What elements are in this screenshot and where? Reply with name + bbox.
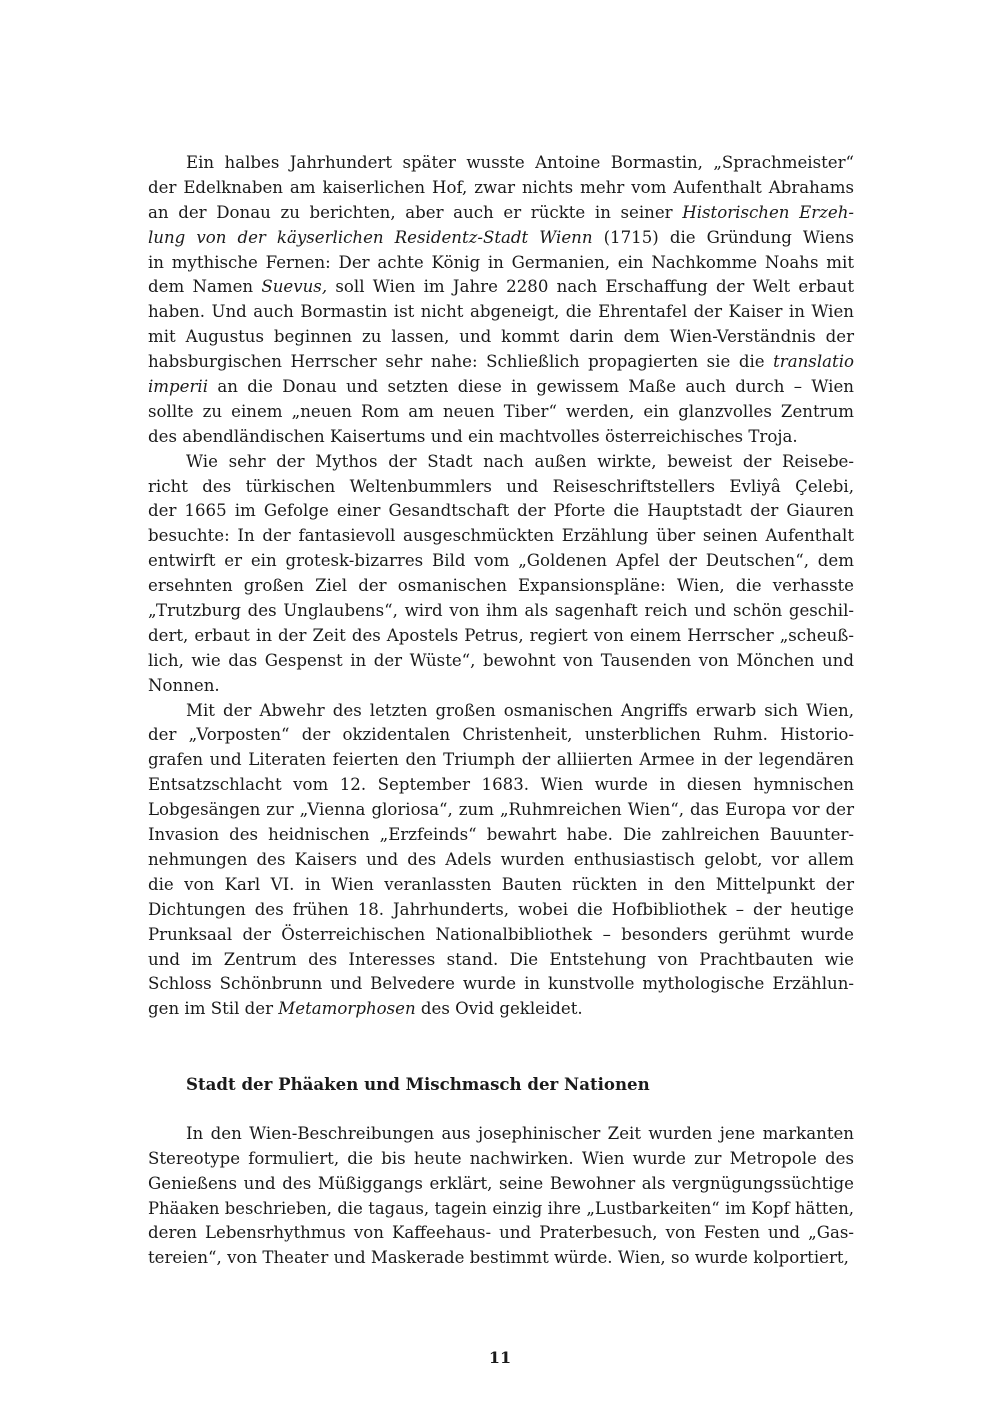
italic-title: translatio xyxy=(773,352,854,372)
text-line xyxy=(148,151,854,176)
paragraph xyxy=(148,450,854,699)
text-line xyxy=(148,425,854,450)
text-line xyxy=(148,176,854,201)
text-run: Schloss Schönbrunn und Belvedere wurde in kunstvolle mythologische Erzählun- xyxy=(148,974,854,994)
text-run: sollte zu einem „neuen Rom am neuen Tiber“ werden, ein glanzvolles Zentrum xyxy=(148,401,854,421)
body-paragraphs xyxy=(148,151,854,1022)
text-run: Entsatzschlacht vom 12. September 1683. Wien wurde in diesen hymnischen xyxy=(148,775,854,795)
text-line xyxy=(148,624,854,649)
text-line xyxy=(148,300,854,325)
text-line xyxy=(148,674,854,699)
paragraph xyxy=(148,699,854,1023)
text-run: (1715) die Gründung Wiens xyxy=(592,227,854,247)
text-run: Prunksaal der Österreichischen Nationalbibliothek – besonders gerühmt wurde xyxy=(148,924,854,944)
text-line xyxy=(148,226,854,251)
text-line xyxy=(148,549,854,574)
text-run: „Trutzburg des Unglaubens“, wird von ihm als sagenhaft reich und schön geschil- xyxy=(148,601,854,621)
text-line xyxy=(148,649,854,674)
text-line xyxy=(148,251,854,276)
text-line xyxy=(148,1172,854,1197)
text-run: soll Wien im Jahre 2280 nach Erschaffung der Welt erbaut xyxy=(327,277,854,297)
text-line xyxy=(148,1122,854,1147)
paragraph xyxy=(148,1122,854,1271)
page-number: 11 xyxy=(488,1348,512,1367)
text-line xyxy=(148,773,854,798)
text-line xyxy=(148,325,854,350)
text-line xyxy=(148,898,854,923)
text-run: ersehnten großen Ziel der osmanischen Expansionspläne: Wien, die verhasste xyxy=(148,576,854,596)
text-run: haben. Und auch Bormastin ist nicht abgeneigt, die Ehrentafel der Kaiser in Wien xyxy=(148,302,854,322)
text-run: tereien“, von Theater und Maskerade bestimmt würde. Wien, so wurde kolportiert, xyxy=(148,1248,849,1268)
text-run: dem Namen xyxy=(148,277,262,297)
text-line xyxy=(148,350,854,375)
text-run: und im Zentrum des Interesses stand. Die Entstehung von Prachtbauten wie xyxy=(148,949,854,969)
text-run: Invasion des heidnischen „Erzfeinds“ bewahrt habe. Die zahlreichen Bauunter- xyxy=(148,825,854,845)
paragraph xyxy=(148,151,854,450)
text-run: Nonnen. xyxy=(148,675,220,695)
text-run: der Edelknaben am kaiserlichen Hof, zwar nichts mehr vom Aufenthalt Abrahams xyxy=(148,177,854,197)
text-run: Ein halbes Jahrhundert später wusste Antoine Bormastin, „Sprachmeister“ xyxy=(186,153,854,172)
text-run: entwirft er ein grotesk-bizarres Bild vom „Goldenen Apfel der Deutschen“, dem xyxy=(148,551,854,571)
text-line xyxy=(148,848,854,873)
text-run: Wie sehr der Mythos der Stadt nach außen wirkte, beweist der Reisebe- xyxy=(186,451,854,471)
text-run: Dichtungen des frühen 18. Jahrhunderts, wobei die Hofbibliothek – der heutige xyxy=(148,899,854,919)
section-heading: Stadt der Phäaken und Mischmasch der Nationen xyxy=(186,1073,650,1094)
text-line xyxy=(148,972,854,997)
italic-title: Metamorphosen xyxy=(278,999,416,1019)
heading-spacer xyxy=(148,1097,854,1122)
text-run: des abendländischen Kaisertums und ein machtvolles österreichisches Troja. xyxy=(148,426,798,446)
italic-title: imperii xyxy=(148,377,209,397)
italic-title: Historischen Erzeh- xyxy=(682,202,854,222)
text-line xyxy=(148,823,854,848)
text-run: der „Vorposten“ der okzidentalen Christenheit, unsterblichen Ruhm. Historio- xyxy=(148,725,854,745)
text-run: richt des türkischen Weltenbummlers und Reiseschriftstellers Evliyâ Çelebi, xyxy=(148,476,854,496)
text-line xyxy=(148,1147,854,1172)
text-line xyxy=(148,400,854,425)
text-line xyxy=(148,699,854,724)
text-column xyxy=(148,151,854,1271)
text-run: In den Wien-Beschreibungen aus josephinischer Zeit wurden jene markanten xyxy=(186,1123,854,1143)
text-line xyxy=(148,923,854,948)
text-run: mit Augustus beginnen zu lassen, und kommt darin dem Wien-Verständnis der xyxy=(148,327,854,347)
text-run: Lobgesängen zur „Vienna gloriosa“, zum „Ruhmreichen Wien“, das Europa vor der xyxy=(148,800,854,820)
text-line xyxy=(148,275,854,300)
text-run: Phäaken beschrieben, die tagaus, tagein einzig ihre „Lustbarkeiten“ im Kopf hätten, xyxy=(148,1198,854,1218)
text-line xyxy=(148,798,854,823)
italic-title: Suevus, xyxy=(261,277,328,297)
text-line xyxy=(148,873,854,898)
text-run: Genießens und des Müßiggangs erklärt, seine Bewohner als vergnügungssüchtige xyxy=(148,1173,854,1193)
text-run: besuchte: In der fantasievoll ausgeschmückten Erzählung über seinen Aufenthalt xyxy=(148,526,854,546)
text-line xyxy=(148,574,854,599)
text-line xyxy=(148,450,854,475)
text-line xyxy=(148,375,854,400)
text-run: Stereotype formuliert, die bis heute nachwirken. Wien wurde zur Metropole des xyxy=(148,1148,854,1168)
text-line xyxy=(148,201,854,226)
text-line xyxy=(148,524,854,549)
text-line xyxy=(148,997,854,1022)
text-line xyxy=(148,948,854,973)
text-run: an der Donau zu berichten, aber auch er rückte in seiner xyxy=(148,202,683,222)
text-run: an die Donau und setzten diese in gewissem Maße auch durch – Wien xyxy=(208,377,854,397)
text-line xyxy=(148,723,854,748)
text-run: grafen und Literaten feierten den Triumph der alliierten Armee in der legendären xyxy=(148,750,854,770)
text-run: deren Lebensrhythmus von Kaffeehaus- und Praterbesuch, von Festen und „Gas- xyxy=(148,1223,854,1243)
text-line xyxy=(148,1221,854,1246)
text-line xyxy=(148,475,854,500)
section-paragraph xyxy=(148,1122,854,1271)
text-run: nehmungen des Kaisers und des Adels wurden enthusiastisch gelobt, vor allem xyxy=(148,849,854,869)
text-run: Mit der Abwehr des letzten großen osmanischen Angriffs erwarb sich Wien, xyxy=(186,700,854,720)
section-spacer xyxy=(148,1022,854,1072)
text-run: des Ovid gekleidet. xyxy=(415,999,583,1019)
text-run: dert, erbaut in der Zeit des Apostels Petrus, regiert von einem Herrscher „scheuß- xyxy=(148,625,854,645)
text-run: lich, wie das Gespenst in der Wüste“, bewohnt von Tausenden von Mönchen und xyxy=(148,650,854,670)
text-line xyxy=(148,1246,854,1271)
text-line xyxy=(148,1197,854,1222)
italic-title: lung von der käyserlichen Residentz-Stadt Wienn xyxy=(148,227,593,247)
text-run: in mythische Fernen: Der achte König in Germanien, ein Nachkomme Noahs mit xyxy=(148,252,854,272)
text-line xyxy=(148,748,854,773)
text-line xyxy=(148,599,854,624)
text-run: gen im Stil der xyxy=(148,999,279,1019)
text-run: habsburgischen Herrscher sehr nahe: Schließlich propagierten sie die xyxy=(148,352,774,372)
text-run: die von Karl VI. in Wien veranlassten Bauten rückten in den Mittelpunkt der xyxy=(148,874,854,894)
text-line xyxy=(148,499,854,524)
text-run: der 1665 im Gefolge einer Gesandtschaft der Pforte die Hauptstadt der Giauren xyxy=(148,501,854,521)
